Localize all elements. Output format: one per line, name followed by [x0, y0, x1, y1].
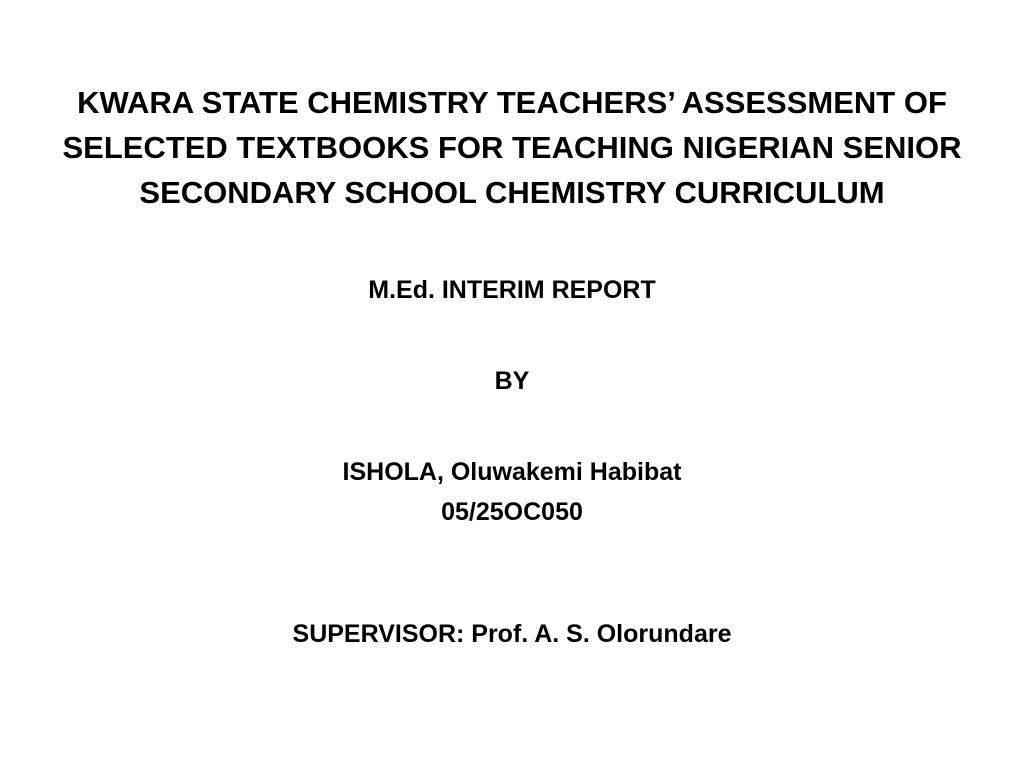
author-name: ISHOLA, Oluwakemi Habibat [342, 458, 682, 486]
by-label: BY [494, 367, 530, 395]
title-line-3: SECONDARY SCHOOL CHEMISTRY CURRICULUM [139, 175, 885, 210]
slide-title [20, 80, 1004, 215]
title-line-1: KWARA STATE CHEMISTRY TEACHERS’ ASSESSMENT OF [77, 85, 947, 120]
title-line-2: SELECTED TEXTBOOKS FOR TEACHING NIGERIAN SENIOR [62, 130, 962, 165]
registration-number: 05/25OC050 [441, 498, 583, 526]
supervisor-line: SUPERVISOR: Prof. A. S. Olorundare [292, 620, 732, 648]
report-subtitle: M.Ed. INTERIM REPORT [368, 276, 656, 304]
